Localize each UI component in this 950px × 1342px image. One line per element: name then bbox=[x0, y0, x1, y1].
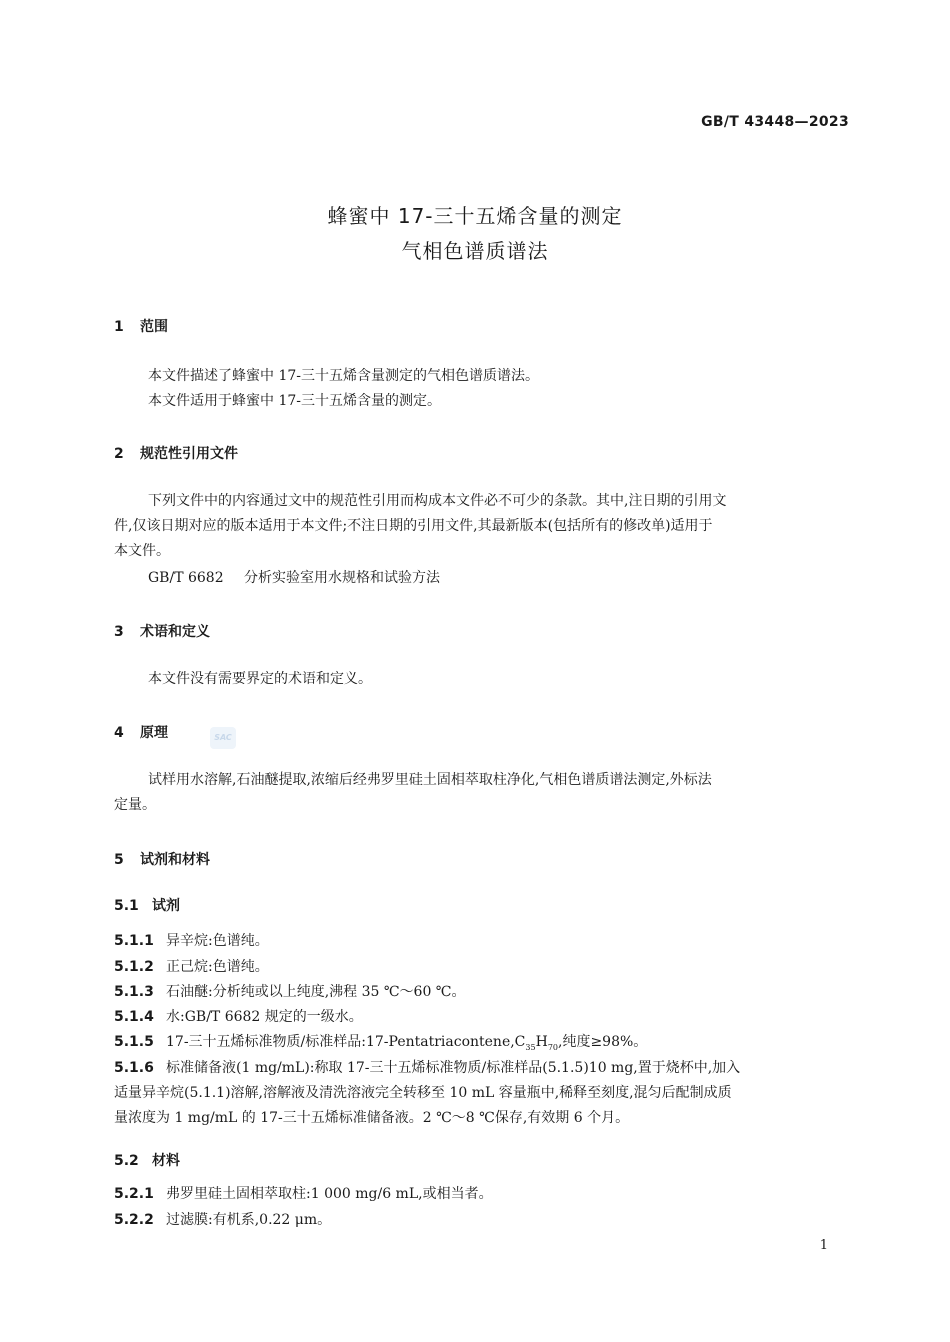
standard-number: GB/T 43448—2023 bbox=[701, 114, 849, 130]
item-text: 弗罗里硅土固相萃取柱:1 000 mg/6 mL,或相当者。 bbox=[166, 1186, 493, 1202]
paragraph-line bbox=[114, 489, 850, 514]
list-item bbox=[114, 929, 850, 954]
section-number: 1 bbox=[114, 319, 124, 335]
subsection-number: 5.2 bbox=[114, 1153, 139, 1169]
item-text: 17-三十五烯标准物质/标准样品:17-Pentatriacontene,C bbox=[166, 1034, 526, 1050]
list-item bbox=[114, 1182, 850, 1207]
section-number: 3 bbox=[114, 624, 124, 640]
section-1-heading bbox=[114, 316, 168, 336]
paragraph-text: 本文件描述了蜂蜜中 17-三十五烯含量测定的气相色谱质谱法。 bbox=[148, 368, 539, 384]
item-number: 5.1.5 bbox=[114, 1034, 154, 1050]
subsection-title: 试剂 bbox=[152, 898, 180, 914]
list-item-continuation: 量浓度为 1 mg/mL 的 17-三十五烯标准储备液。2 ℃～8 ℃保存,有效期 6 个月。 bbox=[114, 1110, 630, 1126]
subsection-number: 5.1 bbox=[114, 898, 139, 914]
paragraph bbox=[114, 667, 850, 692]
item-text: 正己烷:色谱纯。 bbox=[166, 959, 269, 975]
reference-title: 分析实验室用水规格和试验方法 bbox=[244, 570, 440, 586]
paragraph bbox=[114, 364, 850, 389]
normative-reference bbox=[114, 566, 850, 591]
item-text: 标准储备液(1 mg/mL):称取 17-三十五烯标准物质/标准样品(5.1.5)10 mg,置于烧杯中,加入 bbox=[166, 1060, 741, 1076]
item-text: 过滤膜:有机系,0.22 μm。 bbox=[166, 1212, 332, 1228]
subsection-5-1-heading bbox=[114, 895, 180, 915]
section-2-heading bbox=[114, 443, 238, 463]
document-title: 蜂蜜中 17-三十五烯含量的测定 bbox=[327, 204, 623, 228]
subsection-5-2-heading bbox=[114, 1150, 180, 1170]
section-number: 4 bbox=[114, 725, 124, 741]
paragraph-line: 本文件。 bbox=[114, 543, 170, 559]
list-item bbox=[114, 980, 850, 1005]
reference-code: GB/T 6682 bbox=[148, 570, 224, 586]
paragraph-line bbox=[114, 768, 850, 793]
list-item bbox=[114, 955, 850, 980]
paragraph-text: 下列文件中的内容通过文中的规范性引用而构成本文件必不可少的条款。其中,注日期的引用文 bbox=[148, 493, 727, 509]
section-4-heading bbox=[114, 722, 168, 742]
sac-watermark-logo: SAC bbox=[210, 727, 236, 749]
item-number: 5.2.2 bbox=[114, 1212, 154, 1228]
section-number: 2 bbox=[114, 446, 124, 462]
section-number: 5 bbox=[114, 852, 124, 868]
item-number: 5.2.1 bbox=[114, 1186, 154, 1202]
section-5-heading bbox=[114, 849, 210, 869]
item-text: H bbox=[535, 1034, 548, 1050]
page-number: 1 bbox=[819, 1238, 828, 1253]
item-text: 石油醚:分析纯或以上纯度,沸程 35 ℃～60 ℃。 bbox=[166, 984, 466, 1000]
section-title: 规范性引用文件 bbox=[140, 446, 238, 462]
paragraph-text: 本文件适用于蜂蜜中 17-三十五烯含量的测定。 bbox=[148, 393, 441, 409]
paragraph-line: 件,仅该日期对应的版本适用于本文件;不注日期的引用文件,其最新版本(包括所有的修改单)适用于 bbox=[114, 518, 713, 534]
item-number: 5.1.6 bbox=[114, 1060, 154, 1076]
document-subtitle: 气相色谱质谱法 bbox=[401, 239, 549, 263]
section-title: 原理 bbox=[140, 725, 168, 741]
list-item bbox=[114, 1005, 850, 1030]
list-item bbox=[114, 1208, 850, 1233]
paragraph-line: 定量。 bbox=[114, 797, 156, 813]
paragraph bbox=[114, 389, 850, 414]
item-number: 5.1.4 bbox=[114, 1009, 154, 1025]
section-title: 试剂和材料 bbox=[140, 852, 210, 868]
item-text: 水:GB/T 6682 规定的一级水。 bbox=[166, 1009, 363, 1025]
paragraph-text: 试样用水溶解,石油醚提取,浓缩后经弗罗里硅土固相萃取柱净化,气相色谱质谱法测定,外标法 bbox=[148, 772, 712, 788]
section-title: 范围 bbox=[140, 319, 168, 335]
subscript: 35 bbox=[525, 1042, 536, 1052]
section-3-heading bbox=[114, 621, 210, 641]
section-title: 术语和定义 bbox=[140, 624, 210, 640]
item-number: 5.1.3 bbox=[114, 984, 154, 1000]
paragraph-text: 本文件没有需要界定的术语和定义。 bbox=[148, 671, 372, 687]
list-item bbox=[114, 1056, 850, 1081]
list-item-continuation: 适量异辛烷(5.1.1)溶解,溶解液及清洗溶液完全转移至 10 mL 容量瓶中,稀释至刻度,混匀后配制成质 bbox=[114, 1085, 732, 1101]
item-number: 5.1.1 bbox=[114, 933, 154, 949]
subscript: 70 bbox=[547, 1042, 558, 1052]
subsection-title: 材料 bbox=[152, 1153, 180, 1169]
item-text: 异辛烷:色谱纯。 bbox=[166, 933, 269, 949]
item-number: 5.1.2 bbox=[114, 959, 154, 975]
item-text: ,纯度≥98%。 bbox=[558, 1034, 648, 1050]
